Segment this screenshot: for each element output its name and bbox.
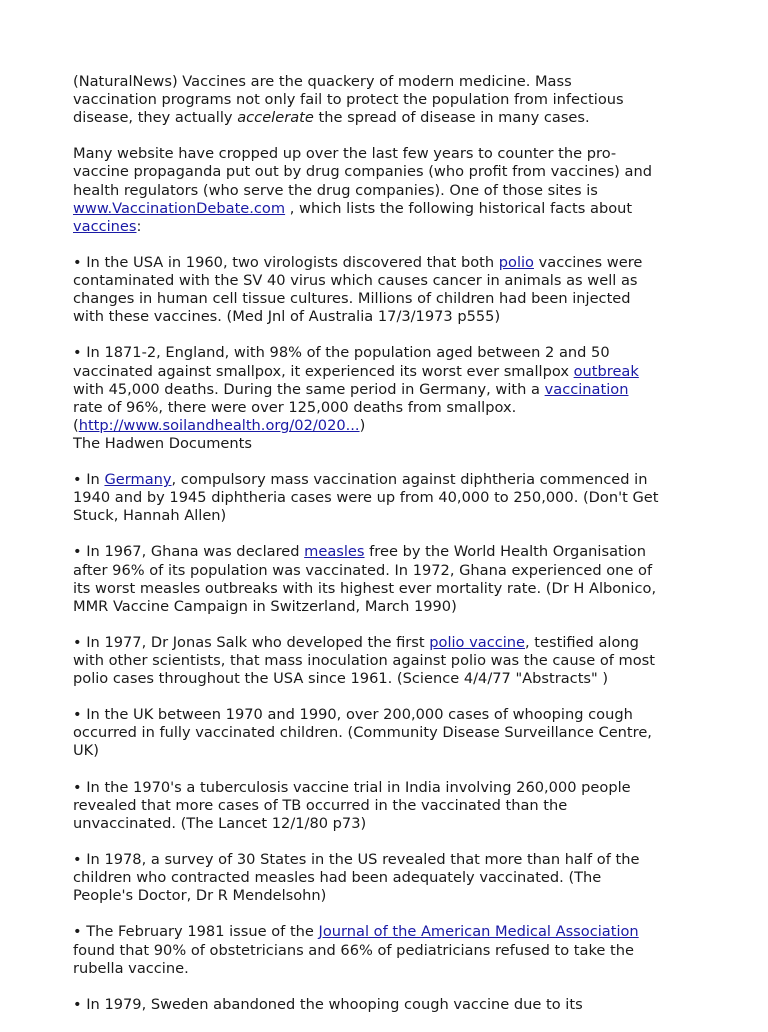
text-line: rubella vaccine. xyxy=(73,959,189,977)
text-line: with these vaccines. (Med Jnl of Australia 17/3/1973 p555) xyxy=(73,308,501,326)
text-line: Many website have cropped up over the last few years to counter the pro- xyxy=(73,145,617,163)
text-line: vaccine propaganda put out by drug companies (who profit from vaccines) and xyxy=(73,163,652,181)
fact-usa-1960 xyxy=(73,254,713,326)
link-vaccines[interactable]: vaccines xyxy=(73,217,137,235)
text-line: with other scientists, that mass inoculation against polio was the cause of most xyxy=(73,652,655,669)
link-soilandhealth[interactable]: http://www.soilandhealth.org/02/020... xyxy=(78,416,360,434)
link-polio-vaccine[interactable]: polio vaccine xyxy=(429,633,526,651)
text-line: occurred in fully vaccinated children. (Community Disease Surveillance Centre, xyxy=(73,724,652,742)
link-vaccinationdebate[interactable]: www.VaccinationDebate.com xyxy=(73,199,286,217)
link-jama[interactable]: Journal of the American Medical Association xyxy=(318,923,639,941)
fact-germany-1940 xyxy=(73,471,713,525)
text-line: MMR Vaccine Campaign in Switzerland, March 1990) xyxy=(73,597,457,615)
text-line: Stuck, Hannah Allen) xyxy=(73,507,227,525)
link-measles[interactable]: measles xyxy=(304,543,365,561)
text-line: children who contracted measles had been adequately vaccinated. (The xyxy=(73,869,602,887)
text-line: rate of 96%, there were over 125,000 deaths from smallpox. xyxy=(73,398,517,416)
text-line: • In 1977, Dr Jonas Salk who developed the first polio vaccine, testified along xyxy=(73,633,639,651)
text-line: revealed that more cases of TB occurred in the vaccinated than the xyxy=(73,796,568,814)
text-line: • In 1871-2, England, with 98% of the population aged between 2 and 50 xyxy=(73,344,610,362)
text-line: found that 90% of obstetricians and 66% of pediatricians refused to take the xyxy=(73,941,634,959)
text-line: • In the UK between 1970 and 1990, over 200,000 cases of whooping cough xyxy=(73,706,633,724)
fact-england-1871 xyxy=(73,344,713,453)
text-line: vaccination programs not only fail to protect the population from infectious xyxy=(73,91,624,109)
fact-jama-1981 xyxy=(73,923,713,977)
text-line: (NaturalNews) Vaccines are the quackery of modern medicine. Mass xyxy=(73,73,572,90)
text-line: • In 1967, Ghana was declared measles free by the World Health Organisation xyxy=(73,543,646,561)
text-line: with 45,000 deaths. During the same period in Germany, with a vaccination xyxy=(73,380,629,398)
text-line: • In 1979, Sweden abandoned the whooping cough vaccine due to its xyxy=(73,995,583,1013)
text-line: The Hadwen Documents xyxy=(73,434,252,452)
text-line: disease, they actually accelerate the spread of disease in many cases. xyxy=(73,109,590,127)
text-line: • In 1978, a survey of 30 States in the US revealed that more than half of the xyxy=(73,851,640,869)
text-line: • The February 1981 issue of the Journal of the American Medical Association xyxy=(73,923,639,941)
text-line: contaminated with the SV 40 virus which causes cancer in animals as well as xyxy=(73,272,638,290)
text-line: • In the USA in 1960, two virologists discovered that both polio vaccines were xyxy=(73,253,643,271)
intro-paragraph xyxy=(73,73,713,127)
emphasis-accelerate: accelerate xyxy=(237,109,314,127)
text-line: after 96% of its population was vaccinated. In 1972, Ghana experienced one of xyxy=(73,561,653,579)
text-line: polio cases throughout the USA since 1961. (Science 4/4/77 "Abstracts" ) xyxy=(73,670,609,688)
link-outbreak[interactable]: outbreak xyxy=(573,362,639,380)
sites-paragraph xyxy=(73,145,713,235)
fact-salk-1977 xyxy=(73,634,713,688)
fact-ghana-1967 xyxy=(73,543,713,615)
fact-india-tb xyxy=(73,779,713,833)
text-line: (http://www.soilandhealth.org/02/020...) xyxy=(73,416,366,434)
text-line: health regulators (who serve the drug companies). One of those sites is xyxy=(73,181,598,199)
text-line: www.VaccinationDebate.com , which lists the following historical facts about xyxy=(73,199,633,217)
fact-us-measles-1978 xyxy=(73,851,713,905)
text-line: changes in human cell tissue cultures. Millions of children had been injected xyxy=(73,290,631,308)
fact-sweden-1979 xyxy=(73,996,713,1014)
text-line: • In Germany, compulsory mass vaccination against diphtheria commenced in xyxy=(73,471,648,489)
fact-uk-whooping-cough xyxy=(73,706,713,760)
text-line: its worst measles outbreaks with its highest ever mortality rate. (Dr H Albonico, xyxy=(73,579,657,597)
text-line: vaccines: xyxy=(73,217,142,235)
text-line: • In the 1970's a tuberculosis vaccine trial in India involving 260,000 people xyxy=(73,778,631,796)
text-line: People's Doctor, Dr R Mendelsohn) xyxy=(73,887,327,905)
link-polio[interactable]: polio xyxy=(498,253,534,271)
text-line: 1940 and by 1945 diphtheria cases were up from 40,000 to 250,000. (Don't Get xyxy=(73,489,659,507)
link-germany[interactable]: Germany xyxy=(104,471,172,489)
text-line: unvaccinated. (The Lancet 12/1/80 p73) xyxy=(73,814,367,832)
text-line: vaccinated against smallpox, it experienced its worst ever smallpox outbreak xyxy=(73,362,639,380)
text-line: UK) xyxy=(73,742,99,760)
article-body xyxy=(73,73,713,1032)
link-vaccination[interactable]: vaccination xyxy=(544,380,629,398)
